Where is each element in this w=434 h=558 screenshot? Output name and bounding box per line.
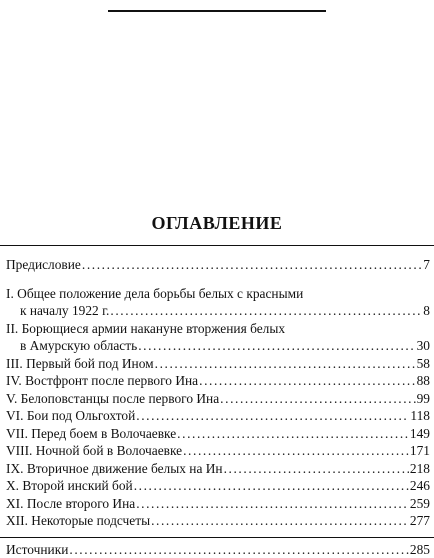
toc-entry-chapter-5[interactable] xyxy=(6,390,430,408)
dot-leader xyxy=(220,390,415,408)
dot-leader xyxy=(82,256,422,274)
toc-entry-page: 218 xyxy=(410,460,430,478)
toc-entry-chapter-3[interactable] xyxy=(6,355,430,373)
toc-entry-title: IV. Востфронт после первого Ина xyxy=(6,372,198,390)
dot-leader xyxy=(151,512,409,530)
dot-leader xyxy=(183,442,409,460)
toc-entry-title: XII. Некоторые подсчеты xyxy=(6,512,150,530)
toc-entry-title: Предисловие xyxy=(6,256,81,274)
toc-entry-chapter-10[interactable] xyxy=(6,477,430,495)
toc-entry-chapter-12[interactable] xyxy=(6,512,430,530)
toc-entry-title: II. Борющиеся армии накануне вторжения белых xyxy=(6,320,430,338)
toc-entry-title: I. Общее положение дела борьбы белых с красными xyxy=(6,285,430,303)
toc-entry-title: III. Первый бой под Ином xyxy=(6,355,154,373)
toc-entry-page: 58 xyxy=(417,355,430,373)
dot-leader xyxy=(224,460,409,478)
toc-entry-page: 171 xyxy=(410,442,430,460)
toc-entry-page: 8 xyxy=(423,302,430,320)
table-of-contents xyxy=(6,256,430,558)
toc-entry-page: 99 xyxy=(417,390,430,408)
dot-leader xyxy=(134,477,409,495)
toc-entry-title: XI. После второго Ина xyxy=(6,495,135,513)
toc-entry-preface[interactable] xyxy=(6,256,430,274)
toc-entry-chapter-8[interactable] xyxy=(6,442,430,460)
dot-leader xyxy=(138,337,415,355)
toc-entry-title: X. Второй инский бой xyxy=(6,477,133,495)
toc-entry-title: Источники xyxy=(6,541,68,558)
toc-entry-page: 7 xyxy=(423,256,430,274)
toc-entry-chapter-1[interactable] xyxy=(6,285,430,320)
dot-leader xyxy=(155,355,416,373)
toc-entry-title: VII. Перед боем в Волочаевке xyxy=(6,425,176,443)
page-title: ОГЛАВЛЕНИЕ xyxy=(0,213,434,234)
toc-entry-title-continued: в Амурскую область xyxy=(20,337,137,355)
toc-entry-page: 30 xyxy=(417,337,430,355)
bottom-rule xyxy=(0,537,434,538)
toc-entry-page: 285 xyxy=(410,541,430,558)
toc-entry-page: 149 xyxy=(410,425,430,443)
toc-entry-title: VI. Бои под Ольгохтой xyxy=(6,407,135,425)
toc-entry-chapter-4[interactable] xyxy=(6,372,430,390)
dot-leader xyxy=(110,302,422,320)
toc-entry-chapter-9[interactable] xyxy=(6,460,430,478)
toc-entry-page: 88 xyxy=(417,372,430,390)
toc-entry-sources[interactable] xyxy=(6,541,430,558)
dot-leader xyxy=(69,541,409,558)
toc-entry-title: IX. Вторичное движение белых на Ин xyxy=(6,460,223,478)
toc-entry-title: V. Белоповстанцы после первого Ина xyxy=(6,390,219,408)
dot-leader xyxy=(136,407,409,425)
toc-entry-page: 118 xyxy=(410,407,430,425)
toc-entry-page: 246 xyxy=(410,477,430,495)
dot-leader xyxy=(177,425,409,443)
toc-entry-chapter-7[interactable] xyxy=(6,425,430,443)
toc-entry-page: 259 xyxy=(410,495,430,513)
toc-entry-title: VIII. Ночной бой в Волочаевке xyxy=(6,442,182,460)
toc-entry-chapter-2[interactable] xyxy=(6,320,430,355)
toc-entry-title-continued: к началу 1922 г. xyxy=(20,302,109,320)
toc-entry-chapter-11[interactable] xyxy=(6,495,430,513)
dot-leader xyxy=(136,495,409,513)
top-rule xyxy=(108,10,326,12)
toc-entry-page: 277 xyxy=(410,512,430,530)
toc-entry-chapter-6[interactable] xyxy=(6,407,430,425)
heading-divider xyxy=(0,245,434,246)
dot-leader xyxy=(199,372,415,390)
